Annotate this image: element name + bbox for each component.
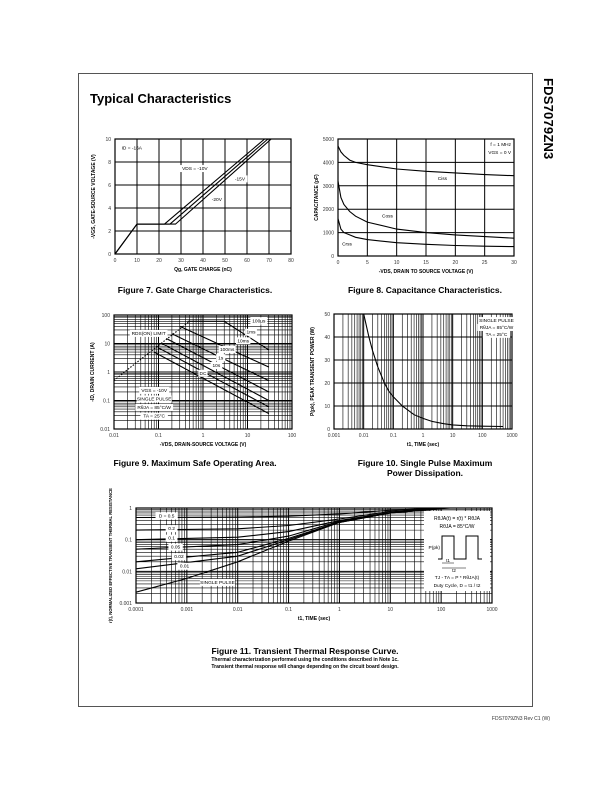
annotation-label: VDS = -10V	[182, 167, 208, 173]
annotation-label: SINGLE PULSE	[200, 580, 235, 586]
annotation-label: Coss	[382, 214, 393, 220]
y-tick-label: 10	[324, 404, 330, 410]
x-tick-label: 25	[481, 260, 488, 266]
x-tick-label: 1	[421, 433, 425, 439]
x-tick-label: 10	[387, 607, 394, 613]
y-tick-label: 10	[104, 341, 110, 348]
annotation-label: RθJA = 85°C/W	[479, 325, 514, 331]
y-tick-label: 1	[107, 370, 110, 376]
section-title: Typical Characteristics	[90, 91, 232, 106]
x-tick-label: 0.001	[180, 607, 194, 613]
x-tick-label: 1	[338, 607, 341, 613]
annotation-label: TA = 25°C	[143, 414, 166, 420]
y-axis-label: -ID, DRAIN CURRENT (A)	[90, 342, 96, 402]
x-tick-label: 100	[478, 433, 487, 439]
x-tick-label: 0.001	[327, 433, 341, 439]
annotation-label: -15V	[234, 177, 246, 183]
x-tick-label: 20	[156, 258, 162, 264]
annotation-label: SINGLE PULSE	[136, 397, 172, 403]
x-tick-label: 10	[134, 258, 140, 264]
footer-revision: FDS7079ZN3 Rev C1 (W)	[491, 716, 550, 722]
x-tick-label: 10	[244, 433, 251, 439]
annotation-label: 10ms	[237, 339, 250, 345]
y-axis-label: P(pk), PEAK TRANSIENT POWER (W)	[310, 327, 316, 416]
figure-10-caption-line1: Figure 10. Single Pulse Maximum	[357, 458, 493, 468]
y-tick-label: 1	[129, 506, 132, 512]
x-tick-label: 10	[393, 260, 400, 266]
x-tick-label: 5	[365, 260, 369, 266]
annotation-label: 0.02	[174, 555, 184, 561]
x-tick-label: 0.1	[285, 607, 293, 613]
x-tick-label: 70	[266, 258, 272, 264]
inset-line2: RθJA = 85°C/W	[439, 524, 475, 530]
y-tick-label: 5000	[322, 137, 334, 143]
thermal-inset	[424, 511, 490, 591]
annotation-label: 1s	[218, 356, 224, 362]
y-tick-label: 3000	[322, 183, 334, 190]
y-tick-label: 4	[108, 206, 111, 212]
x-tick-label: 100	[287, 433, 297, 439]
x-tick-label: 15	[423, 260, 429, 266]
inset-t2: t2	[452, 568, 456, 573]
y-tick-label: 30	[324, 358, 330, 364]
chart-7	[91, 137, 294, 273]
y-tick-label: 2000	[322, 207, 334, 214]
inset-line1: RθJA(t) = r(t) * RθJA	[434, 516, 480, 522]
y-tick-label: 2	[108, 229, 111, 235]
x-tick-label: 0	[336, 260, 340, 266]
x-tick-label: 0.0001	[128, 607, 144, 613]
y-tick-label: 4000	[322, 160, 334, 167]
x-tick-label: 0.1	[389, 433, 397, 439]
x-axis-label: -VDS, DRAIN-SOURCE VOLTAGE (V)	[159, 442, 247, 448]
x-tick-label: 60	[244, 258, 250, 264]
figure-10-caption-line2: Power Dissipation.	[386, 468, 464, 478]
inset-t1: t1	[446, 558, 450, 563]
y-axis-label: r(t), NORMALIZED EFFECTIVE TRANSIENT THERMAL RESISTANCE	[108, 488, 113, 623]
y-axis-label: -VGS, GATE-SOURCE VOLTAGE (V)	[91, 154, 97, 239]
x-axis-label: Qg, GATE CHARGE (nC)	[174, 267, 232, 273]
annotation-label: f = 1 MHz	[490, 143, 512, 149]
annotation-label: DC	[199, 371, 207, 377]
figure-8-caption: Figure 8. Capacitance Characteristics.	[347, 285, 502, 295]
x-axis-label: t1, TIME (sec)	[297, 616, 331, 622]
annotation-label: SINGLE PULSE	[479, 319, 514, 325]
annotation-label: D = 0.5	[158, 514, 175, 520]
chart-10	[310, 312, 518, 448]
y-tick-label: 0.01	[100, 427, 110, 433]
x-axis-label: -VDS, DRAIN TO SOURCE VOLTAGE (V)	[378, 269, 474, 275]
figure-9-caption: Figure 9. Maximum Safe Operating Area.	[113, 458, 277, 468]
y-tick-label: 40	[324, 335, 330, 341]
x-tick-label: 1000	[486, 607, 498, 613]
annotation-label: 0.01	[179, 564, 190, 570]
annotation-label: Crss	[342, 242, 352, 248]
figure-11-note-1: Thermal characterization performed using the conditions described in Note 1c.	[211, 657, 399, 663]
x-tick-label: 100	[436, 607, 446, 613]
annotation-label: VGS = -10V	[141, 388, 168, 394]
inset-ppk: P(pk)	[428, 546, 440, 551]
x-tick-label: 80	[288, 258, 294, 264]
y-tick-label: 10	[105, 137, 111, 143]
annotation-label: 10s	[212, 363, 221, 369]
y-tick-label: 0	[327, 427, 330, 433]
figure-11-note-2: Transient thermal response will change depending on the circuit board design.	[211, 664, 399, 670]
x-tick-label: 20	[452, 260, 459, 266]
annotation-label: 1ms	[246, 330, 256, 336]
annotation-label: 100ms	[220, 347, 235, 353]
annotation-label: VGS = 0 V	[488, 151, 512, 157]
annotation-label: 100µs	[252, 319, 266, 325]
part-number-side-title: FDS7079ZN3	[541, 78, 556, 160]
annotation-label: ID = -16A	[121, 146, 143, 152]
annotation-label: TA = 25°C	[485, 332, 508, 338]
y-tick-label: 0.1	[103, 398, 110, 405]
y-tick-label: 8	[108, 160, 111, 166]
y-tick-label: 0.001	[119, 601, 132, 607]
annotation-label: Ciss	[437, 176, 448, 182]
x-tick-label: 50	[222, 258, 228, 264]
y-tick-label: 0	[331, 254, 334, 260]
x-tick-label: 0.01	[109, 433, 119, 439]
annotation-label: 0.1	[168, 536, 175, 542]
annotation-label: 0.05	[170, 545, 181, 551]
y-tick-label: 20	[324, 381, 330, 387]
inset-line3: TJ - TA = P * RθJA(t)	[434, 576, 480, 581]
x-tick-label: 30	[178, 258, 184, 264]
y-axis-label: CAPACITANCE (pF)	[314, 174, 320, 221]
x-tick-label: 1000	[506, 433, 518, 439]
y-tick-label: 100	[101, 313, 110, 319]
y-tick-label: 6	[108, 183, 111, 189]
x-tick-label: 0.1	[155, 433, 162, 439]
x-tick-label: 10	[449, 433, 456, 439]
x-tick-label: 0	[113, 258, 117, 264]
x-axis-label: t1, TIME (sec)	[406, 442, 440, 448]
y-tick-label: 1000	[322, 230, 334, 237]
y-tick-label: 0.01	[122, 569, 132, 576]
figure-7-caption: Figure 7. Gate Charge Characteristics.	[117, 285, 273, 295]
figure-11-caption: Figure 11. Transient Thermal Response Curve.	[211, 646, 399, 656]
chart-11	[108, 488, 498, 623]
y-tick-label: 50	[324, 312, 330, 318]
annotation-label: RθJA = 85°C/W	[137, 406, 171, 412]
x-tick-label: 0.01	[358, 433, 369, 439]
y-tick-label: 0.1	[125, 537, 132, 544]
x-tick-label: 40	[200, 258, 206, 264]
annotation-label: RDS(ON) LIMIT	[131, 331, 166, 337]
x-tick-label: 1	[201, 433, 205, 439]
annotation-label: 0.2	[168, 527, 175, 533]
inset-line4: Duty Cycle, D = t1 / t2	[433, 584, 481, 589]
chart-8	[314, 137, 517, 275]
x-tick-label: 0.01	[232, 607, 243, 613]
chart-9	[90, 313, 296, 448]
annotation-label: -20V	[211, 198, 222, 204]
y-tick-label: 0	[108, 252, 111, 258]
x-tick-label: 30	[511, 260, 517, 266]
